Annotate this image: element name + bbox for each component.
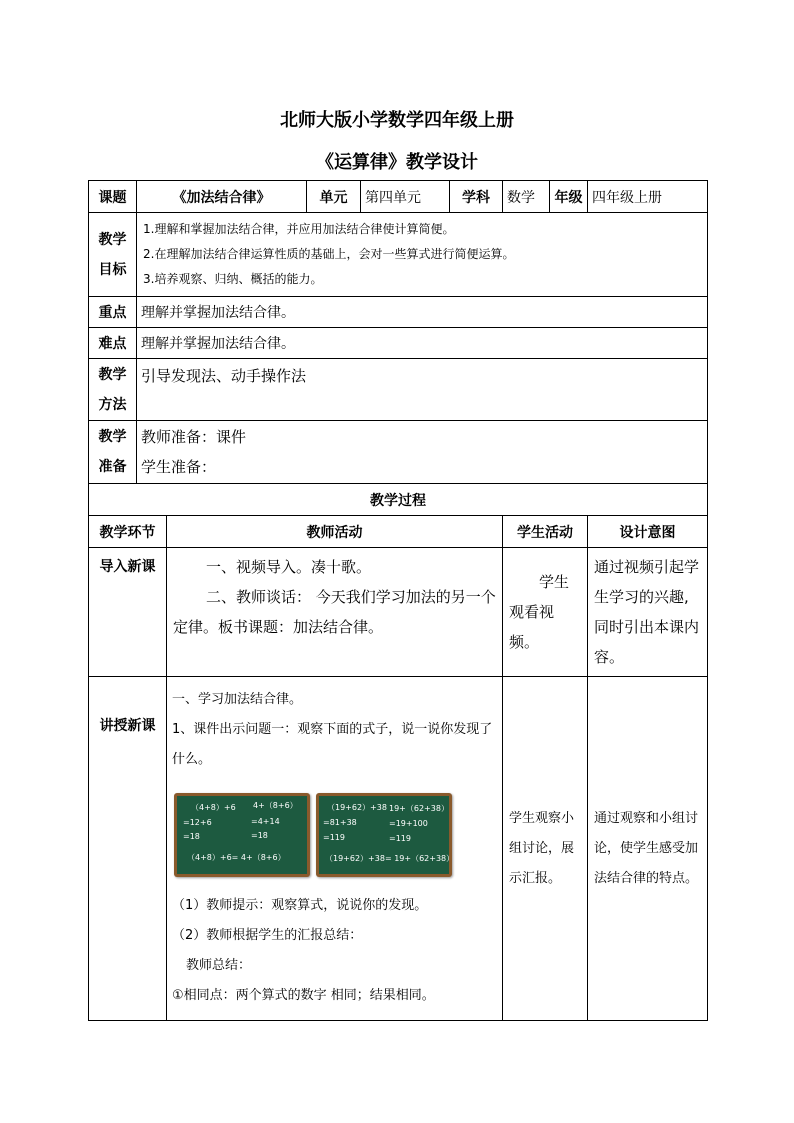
method-label bbox=[89, 359, 137, 421]
intro-row bbox=[89, 548, 708, 677]
board-text: =19+100 bbox=[389, 819, 428, 828]
board-text: 19+（62+38） bbox=[389, 804, 449, 813]
subject-value: 数学 bbox=[503, 181, 550, 213]
lecture-teacher-line: 一、学习加法结合律。 bbox=[172, 692, 303, 707]
objectives-content bbox=[137, 213, 708, 297]
lecture-teacher-line: （1）教师提示：观察算式，说说你的发现。 bbox=[172, 898, 428, 913]
lecture-teacher-line: ①相同点：两个算式的数字 相同；结果相同。 bbox=[172, 988, 435, 1003]
difficulty-label: 难点 bbox=[89, 328, 137, 359]
info-row bbox=[89, 181, 708, 213]
chalkboard-images bbox=[174, 793, 497, 877]
document-subtitle: 《运算律》教学设计 bbox=[316, 152, 478, 173]
intro-stage: 导入新课 bbox=[89, 548, 167, 677]
key-point-value: 理解并掌握加法结合律。 bbox=[137, 297, 708, 328]
method-label-b: 方法 bbox=[98, 396, 127, 413]
board-text: =12+6 bbox=[183, 818, 212, 827]
board-text: =18 bbox=[251, 831, 268, 840]
unit-label: 单元 bbox=[307, 181, 361, 213]
objective-item: 3.培养观察、归纳、概括的能力。 bbox=[143, 272, 323, 286]
key-point-row bbox=[89, 297, 708, 328]
prep-label-b: 准备 bbox=[98, 459, 127, 475]
document-title: 北师大版小学数学四年级上册 bbox=[280, 110, 514, 131]
intro-teacher-line: 二、教师谈话： 今天我们学习加法的另一个定律。板书课题：加法结合律。 bbox=[173, 588, 496, 636]
board-text: （4+8）+6= 4+（8+6） bbox=[187, 853, 286, 862]
objectives-row bbox=[89, 213, 708, 297]
lecture-intent: 通过观察和小组讨论，使学生感受加法结合律的特点。 bbox=[588, 677, 708, 1021]
prep-label bbox=[89, 421, 137, 484]
method-value: 引导发现法、动手操作法 bbox=[137, 359, 708, 421]
header-teacher: 教师活动 bbox=[167, 516, 503, 548]
chalkboard-2 bbox=[316, 793, 455, 877]
topic-value: 《加法结合律》 bbox=[137, 181, 307, 213]
student-prep: 学生准备： bbox=[141, 458, 217, 476]
method-row bbox=[89, 359, 708, 421]
prep-row bbox=[89, 421, 708, 484]
board-text: （19+62）+38 bbox=[327, 803, 387, 812]
board-text: （4+8）+6 bbox=[191, 803, 236, 812]
board-text: =18 bbox=[183, 832, 200, 841]
intro-student: 学生观看视频。 bbox=[503, 548, 588, 677]
header-intent: 设计意图 bbox=[588, 516, 708, 548]
teacher-prep: 教师准备：课件 bbox=[141, 428, 247, 446]
lesson-plan-table bbox=[88, 180, 708, 1021]
objective-item: 2.在理解加法结合律运算性质的基础上，会对一些算式进行简便运算。 bbox=[143, 247, 515, 261]
difficulty-row bbox=[89, 328, 708, 359]
board-text: =81+38 bbox=[323, 818, 357, 827]
difficulty-value: 理解并掌握加法结合律。 bbox=[137, 328, 708, 359]
process-header-row bbox=[89, 516, 708, 548]
prep-label-a: 教学 bbox=[98, 429, 127, 445]
grade-label: 年级 bbox=[550, 181, 588, 213]
lecture-student: 学生观察小组讨论，展示汇报。 bbox=[503, 677, 588, 1021]
lecture-stage: 讲授新课 bbox=[89, 677, 167, 1021]
intro-teacher-line: 一、视频导入。凑十歌。 bbox=[206, 558, 372, 576]
objectives-label-a: 教学 bbox=[98, 231, 127, 248]
intro-intent: 通过视频引起学生学习的兴趣,同时引出本课内容。 bbox=[588, 548, 708, 677]
lecture-teacher-line: 教师总结： bbox=[186, 958, 252, 973]
chalkboard-1 bbox=[174, 793, 310, 877]
intro-teacher bbox=[167, 548, 503, 677]
board-text: =119 bbox=[323, 833, 345, 842]
topic-label: 课题 bbox=[89, 181, 137, 213]
unit-value: 第四单元 bbox=[361, 181, 450, 213]
header-student: 学生活动 bbox=[503, 516, 588, 548]
lecture-teacher-line: （2）教师根据学生的汇报总结： bbox=[172, 928, 363, 943]
key-point-label: 重点 bbox=[89, 297, 137, 328]
lecture-teacher-line: 1、课件出示问题一：观察下面的式子，说一说你发现了什么。 bbox=[172, 722, 493, 767]
subject-label: 学科 bbox=[450, 181, 503, 213]
objective-item: 1.理解和掌握加法结合律，并应用加法结合律使计算简便。 bbox=[143, 222, 455, 236]
grade-value: 四年级上册 bbox=[588, 181, 708, 213]
objectives-label bbox=[89, 213, 137, 297]
board-text: 4+（8+6） bbox=[253, 801, 298, 810]
prep-content bbox=[137, 421, 708, 484]
objectives-label-b: 目标 bbox=[98, 261, 127, 278]
lecture-teacher bbox=[167, 677, 503, 1021]
board-text: =4+14 bbox=[251, 817, 280, 826]
lecture-row bbox=[89, 677, 708, 1021]
board-text: （19+62）+38= 19+（62+38） bbox=[325, 854, 455, 863]
header-stage: 教学环节 bbox=[89, 516, 167, 548]
board-text: =119 bbox=[389, 834, 411, 843]
method-label-a: 教学 bbox=[98, 366, 127, 383]
process-title: 教学过程 bbox=[89, 484, 708, 516]
process-title-row bbox=[89, 484, 708, 516]
